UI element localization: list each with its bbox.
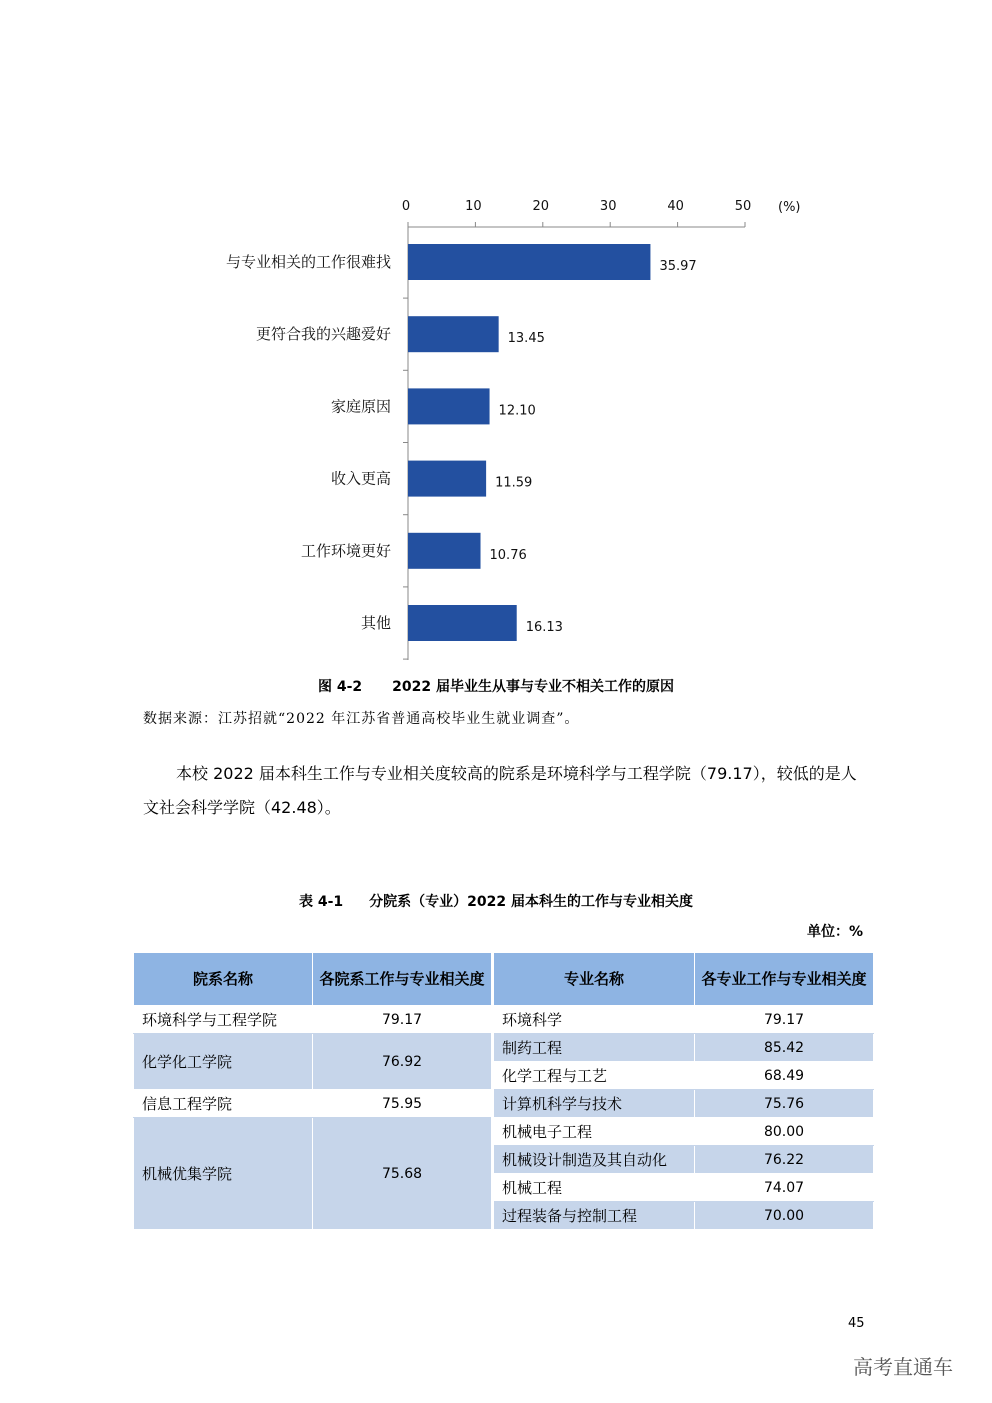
- table-row: [134, 1118, 874, 1146]
- figure-title: 2022 届毕业生从事与专业不相关工作的原因: [392, 679, 674, 695]
- major-value: 79.17: [695, 1006, 874, 1034]
- bar: [408, 533, 481, 569]
- major-value: 70.00: [695, 1202, 874, 1230]
- college-name: 环境科学与工程学院: [134, 1006, 313, 1034]
- college-value: 75.68: [313, 1118, 493, 1230]
- bar-value-label: 16.13: [525, 620, 563, 635]
- table-caption: [0, 891, 992, 911]
- college-value: 79.17: [313, 1006, 493, 1034]
- major-value: 80.00: [695, 1118, 874, 1146]
- body-paragraph: 本校 2022 届本科生工作与专业相关度较高的院系是环境科学与工程学院（79.17），较低的是人文社会科学学院（42.48）。: [143, 764, 857, 817]
- watermark: 高考直通车: [853, 1355, 953, 1379]
- bar: [408, 605, 517, 641]
- bar-value-label: 13.45: [507, 331, 545, 347]
- table-header-row: [134, 953, 874, 1006]
- x-tick-label: 0: [401, 199, 411, 214]
- major-name: 机械设计制造及其自动化: [493, 1146, 695, 1174]
- major-name: 化学工程与工艺: [493, 1062, 695, 1090]
- header-major-relevance: 各专业工作与专业相关度: [695, 953, 874, 1006]
- bar-value-label: 11.59: [495, 475, 533, 491]
- major-name: 机械工程: [493, 1174, 695, 1202]
- category-label: 与专业相关的工作很难找: [225, 253, 391, 271]
- x-tick-label: 40: [667, 199, 684, 214]
- category-label: 更符合我的兴趣爱好: [255, 325, 391, 344]
- table-unit: 单位：%: [806, 924, 863, 940]
- table-row: [134, 1090, 874, 1118]
- bar: [408, 316, 499, 352]
- x-tick-label: 30: [599, 199, 617, 214]
- bar-value-label: 35.97: [659, 259, 697, 274]
- bar: [408, 461, 486, 497]
- figure-number: 图 4-2: [317, 679, 363, 695]
- header-major: 专业名称: [493, 953, 695, 1006]
- college-name: 信息工程学院: [134, 1090, 313, 1118]
- major-value: 74.07: [695, 1174, 874, 1202]
- major-name: 计算机科学与技术: [493, 1090, 695, 1118]
- data-source: 数据来源：江苏招就“2022 年江苏省普通高校毕业生就业调查”。: [143, 711, 580, 727]
- bar-value-label: 10.76: [489, 547, 527, 563]
- table-number: 表 4-1: [298, 894, 344, 910]
- college-value: 75.95: [313, 1090, 493, 1118]
- bar: [408, 388, 490, 424]
- page-number: 45: [848, 1316, 865, 1331]
- college-name: 化学化工学院: [134, 1034, 313, 1090]
- college-name: 机械优集学院: [134, 1118, 313, 1230]
- college-value: 76.92: [313, 1034, 493, 1090]
- major-name: 环境科学: [493, 1006, 695, 1034]
- major-value: 76.22: [695, 1146, 874, 1174]
- major-value: 75.76: [695, 1090, 874, 1118]
- x-tick-label: 20: [532, 199, 550, 214]
- x-tick-label: 50: [734, 199, 752, 214]
- category-label: 工作环境更好: [300, 541, 391, 560]
- table-row: [134, 1034, 874, 1062]
- table-row: [134, 1006, 874, 1034]
- major-name: 机械电子工程: [493, 1118, 695, 1146]
- bar-value-label: 12.10: [498, 403, 536, 419]
- bar: [408, 244, 650, 280]
- category-label: 其他: [360, 614, 391, 632]
- x-axis-unit: (%): [778, 200, 801, 215]
- bar-chart: [0, 0, 992, 670]
- x-tick-label: 10: [465, 199, 482, 214]
- figure-caption: [0, 676, 992, 696]
- major-value: 68.49: [695, 1062, 874, 1090]
- major-name: 制药工程: [493, 1034, 695, 1062]
- header-college-relevance: 各院系工作与专业相关度: [313, 953, 493, 1006]
- major-name: 过程装备与控制工程: [493, 1202, 695, 1230]
- table-title: 分院系（专业）2022 届本科生的工作与专业相关度: [369, 894, 693, 910]
- category-label: 收入更高: [330, 469, 391, 488]
- major-value: 85.42: [695, 1034, 874, 1062]
- header-college: 院系名称: [134, 953, 313, 1006]
- relevance-table: [133, 952, 874, 1230]
- category-label: 家庭原因: [330, 397, 391, 416]
